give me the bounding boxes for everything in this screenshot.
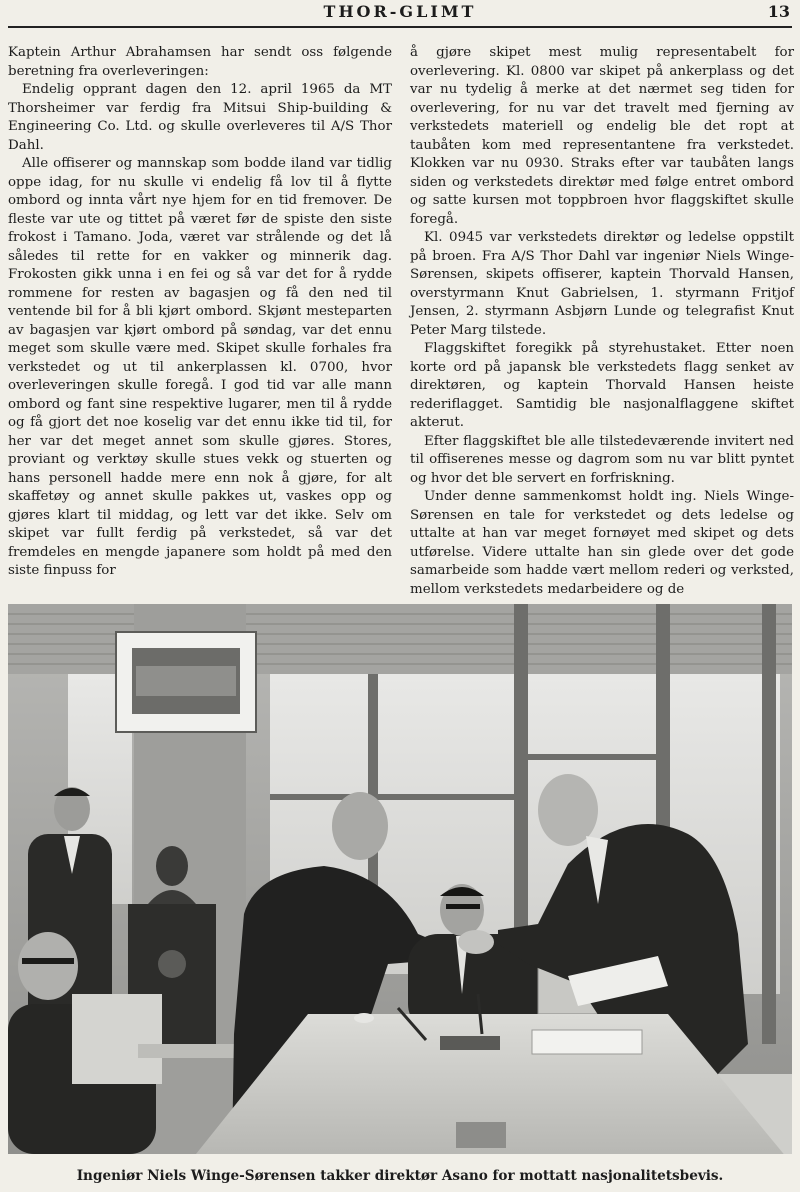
article-paragraph: å gjøre skipet mest mulig representabelt for overlevering. Kl. 0800 var skipet på ankerplass og det var nu tydelig å merke at det nærmet seg tiden for overlevering, for nu var det travelt med fjerning av verkstedets materiell og endelig ble det ropt at taubåten kom med representantene fra verkstedet. Klokken var nu 0930. Straks efter var taubåten langs siden og verkstedets direktør med følge entret ombord og satte kursen mot toppbroen hvor flaggskiftet skulle foregå. <box>410 45 794 227</box>
handshake-photo <box>8 604 792 1154</box>
papers-on-table <box>532 1030 642 1054</box>
article-paragraph: Endelig opprant dagen den 12. april 1965 da MT Thorsheimer var ferdig fra Mitsui Ship-building & Engineering Co. Ltd. og skulle overleveres til A/S Thor Dahl. <box>8 82 392 153</box>
pedestal-emblem <box>158 950 186 978</box>
article-paragraph: Efter flaggskiftet ble alle tilstedeværende invitert ned til offiserenes messe og dagrom som nu var blitt pyntet og hvor det ble servert en forfriskning. <box>410 433 794 486</box>
pen-stand <box>440 1036 500 1050</box>
article-paragraph: Flaggskiftet foregikk på styrehustaket. Etter noen korte ord på japansk ble verkstedets flagg senket av direktøren, og kaptein Thorvald Hansen heiste rederiflagget. Samtidig ble nasjonalflaggene skiftet akterut. <box>410 341 794 430</box>
journal-title: THOR-GLIMT <box>323 2 477 21</box>
running-head <box>8 0 792 28</box>
seated-man-left-head <box>18 932 78 1000</box>
photo-illustration <box>8 604 792 1154</box>
page-number: 13 <box>767 2 790 21</box>
article-column-right <box>410 44 794 599</box>
chair <box>72 994 162 1084</box>
engineer-head <box>538 774 598 846</box>
director-head <box>332 792 388 860</box>
article-paragraph: Kl. 0945 var verkstedets direktør og ledelse oppstilt på broen. Fra A/S Thor Dahl var ingeniør Niels Winge-Sørensen, skipets offiserer, kaptein Thorvald Hansen, overstyrmann Knut Gabrielsen, 1. styrmann Fritjof Jensen, 2. styrmann Asbjørn Lunde og telegrafist Knut Peter Marg tilstede. <box>410 230 794 338</box>
bust-head <box>156 846 188 886</box>
photo-caption: Ingeniør Niels Winge-Sørensen takker direktør Asano for mottatt nasjonalitetsbevis. <box>76 1168 724 1184</box>
ashtray <box>456 1122 506 1148</box>
chair-arm <box>138 1044 248 1058</box>
article-paragraph: Under denne sammenkomst holdt ing. Niels Winge-Sørensen en tale for verkstedet og dets ledelse og uttalte at han var meget fornøyet med skipet og dets utførelse. Videre uttalte han sin glede over det gode samarbeide som hadde vært mellom rederi og verksted, mellom verkstedets medarbeidere og de <box>410 489 794 597</box>
handshake <box>458 930 494 954</box>
article-paragraph: Kaptein Arthur Abrahamsen har sendt oss følgende beretning fra overleveringen: <box>8 45 392 79</box>
article-paragraph: Alle offiserer og mannskap som bodde iland var tidlig oppe idag, for nu skulle vi endelig få lov til å flytte ombord og innta vårt nye hjem for en tid fremover. De fleste var ute og tittet på været før de spiste den siste frokost i Tamano. Joda, været var strålende og det lå således til rette for en vakker og minnerik dag. Frokosten gikk unna i en fei og så var det for å rydde rommene for resten av bagasjen og få den ned til ventende bil for å bli kjørt ombord. Skjønt mesteparten av bagasjen var kjørt ombord på søndag, var det ennu meget som skulle være med. Skipet skulle forhales fra verkstedet og ut til ankerplassen kl. 0700, hvor overleveringen skulle foregå. I god tid var alle mann ombord og fant sine respektive lugarer, men til å rydde og få gjort det noe koselig var det ennu ikke tid til, for her var det meget annet som skulle gjøres. Stores, proviant og verktøy skulle stues vekk og stuerten og hans personell hadde mere enn nok å gjøre, for alt skaffetøy og annet skulle pakkes ut, vaskes opp og gjøres klart til middag, og lett var det ikke. Selv om skipet var fullt ferdig på verkstedet, så var det fremdeles en mengde japanere som holdt på med den siste finpuss for <box>8 156 392 578</box>
article-column-left <box>8 44 392 581</box>
